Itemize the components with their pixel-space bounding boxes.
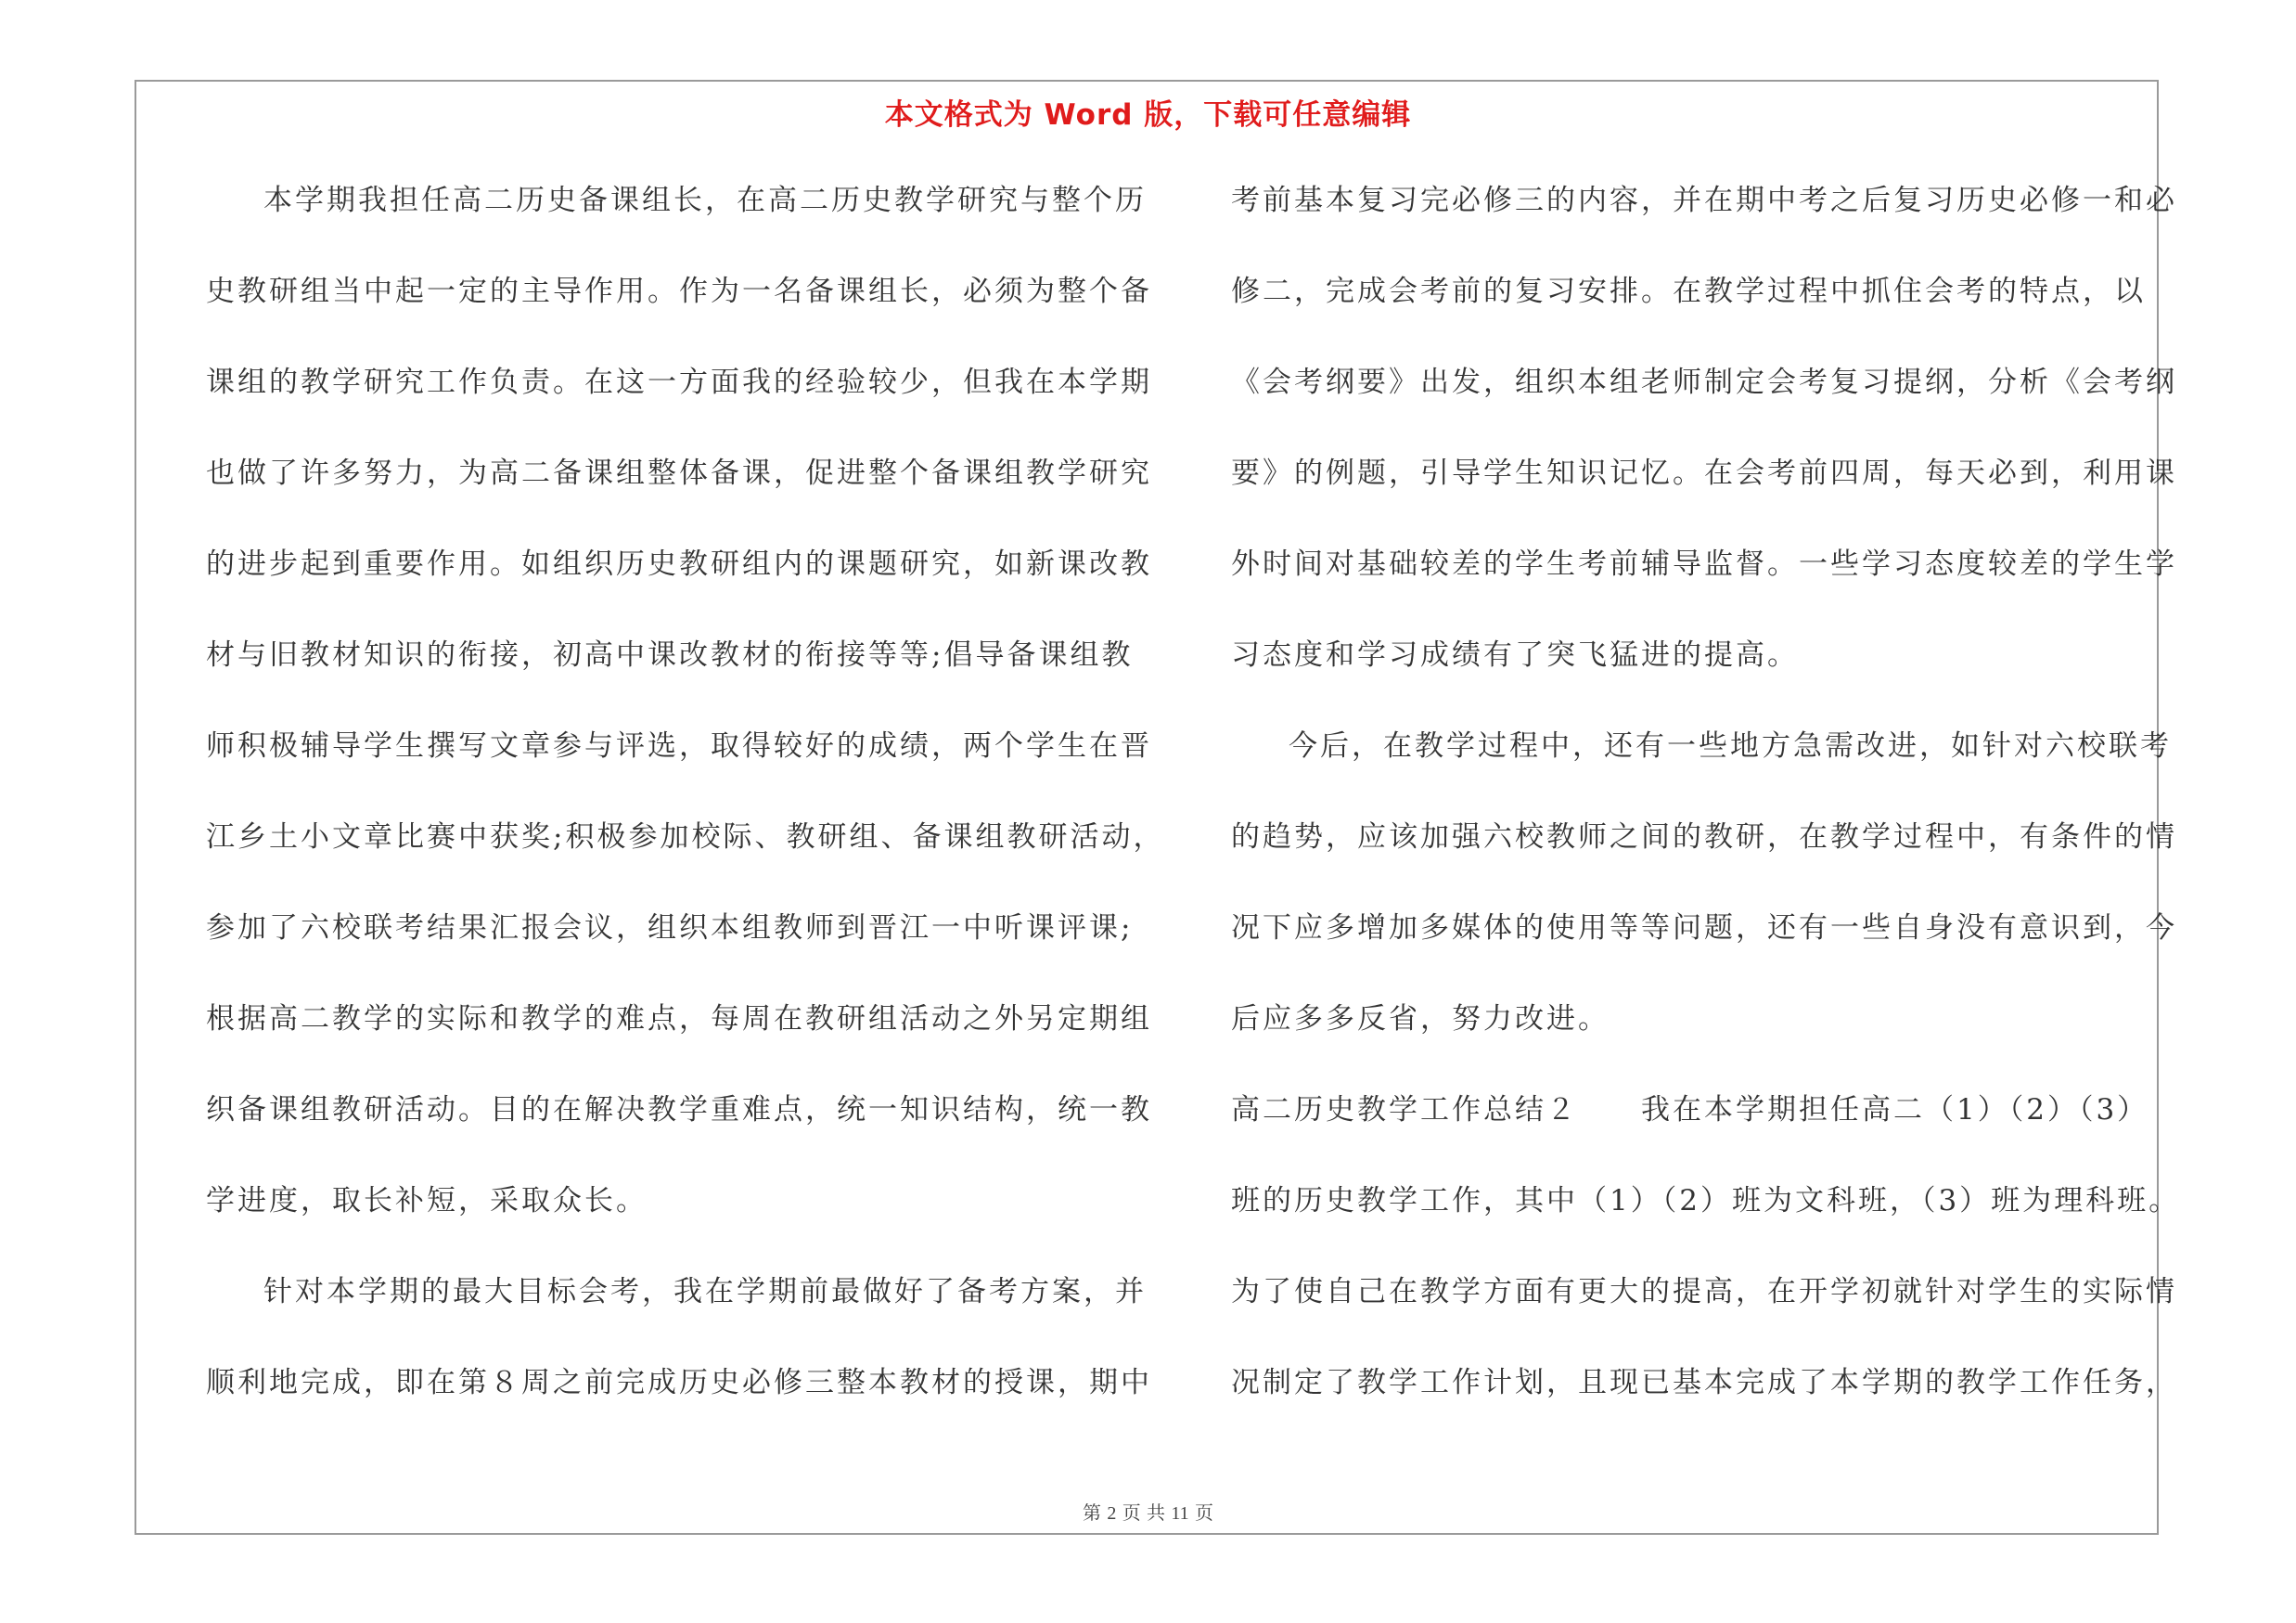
text-line: 要》的例题，引导学生知识记忆。在会考前四周，每天必到，利用课 [1231,457,2177,490]
text-line: 况下应多增加多媒体的使用等等问题，还有一些自身没有意识到，今 [1231,911,2177,945]
footer-total-pages: 11 [1171,1503,1189,1524]
text-line: 况制定了教学工作计划，且现已基本完成了本学期的教学工作任务， [1231,1366,2177,1399]
text-line: 江乡土小文章比赛中获奖;积极参加校际、教研组、备课组教研活动， [206,820,1165,854]
text-line: 顺利地完成，即在第８周之前完成历史必修三整本教材的授课，期中 [206,1366,1152,1399]
text-line: 参加了六校联考结果汇报会议，组织本组教师到晋江一中听课评课; [206,911,1134,945]
text-line: 织备课组教研活动。目的在解决教学重难点，统一知识结构，统一教 [206,1093,1152,1127]
text-line: 外时间对基础较差的学生考前辅导监督。一些学习态度较差的学生学 [1231,547,2177,581]
text-line: 高二历史教学工作总结２ 我在本学期担任高二（1）（2）（3） [1231,1093,2149,1127]
footer-suffix: 页 [1195,1501,1214,1524]
footer-page-number: 2 [1107,1503,1117,1524]
text-line: 班的历史教学工作，其中（1）（2）班为文科班，（3）班为理科班。 [1231,1184,2181,1217]
text-line: 今后，在教学过程中，还有一些地方急需改进，如针对六校联考 [1289,729,2172,763]
text-line: 后应多多反省，努力改进。 [1231,1002,1610,1036]
format-banner: 本文格式为 Word 版，下载可任意编辑 [884,98,1412,132]
text-line: 师积极辅导学生撰写文章参与评选，取得较好的成绩，两个学生在晋 [206,729,1152,763]
page-footer [0,1498,2296,1525]
text-line: 的趋势，应该加强六校教师之间的教研，在教学过程中，有条件的情 [1231,820,2177,854]
text-line: 修二，完成会考前的复习安排。在教学过程中抓住会考的特点，以 [1231,275,2146,308]
text-line: 材与旧教材知识的衔接，初高中课改教材的衔接等等;倡导备课组教 [206,638,1134,672]
text-line: 的进步起到重要作用。如组织历史教研组内的课题研究，如新课改教 [206,547,1152,581]
footer-middle: 页 共 [1122,1501,1166,1524]
text-line: 习态度和学习成绩有了突飞猛进的提高。 [1231,638,1799,672]
text-line: 本学期我担任高二历史备课组长，在高二历史教学研究与整个历 [263,184,1147,217]
text-line: 考前基本复习完必修三的内容，并在期中考之后复习历史必修一和必 [1231,184,2177,217]
text-line: 为了使自己在教学方面有更大的提高，在开学初就针对学生的实际情 [1231,1275,2177,1308]
text-line: 《会考纲要》出发，组织本组老师制定会考复习提纲，分析《会考纲 [1231,366,2177,399]
footer-prefix: 第 [1082,1501,1101,1524]
text-line: 史教研组当中起一定的主导作用。作为一名备课组长，必须为整个备 [206,275,1152,308]
text-line: 学进度，取长补短，采取众长。 [206,1184,648,1217]
text-line: 也做了许多努力，为高二备课组整体备课，促进整个备课组教学研究 [206,457,1152,490]
text-line: 针对本学期的最大目标会考，我在学期前最做好了备考方案，并 [263,1275,1147,1308]
right-text-column [1231,182,2181,1455]
text-line: 课组的教学研究工作负责。在这一方面我的经验较少，但我在本学期 [206,366,1152,399]
text-line: 根据高二教学的实际和教学的难点，每周在教研组活动之外另定期组 [206,1002,1152,1036]
left-text-column [206,182,1165,1455]
